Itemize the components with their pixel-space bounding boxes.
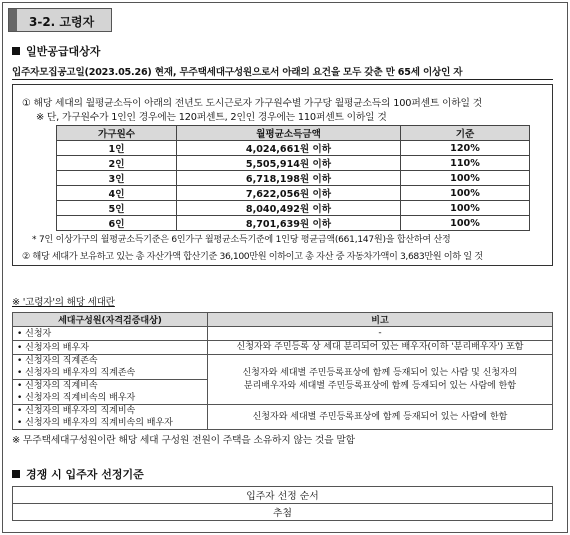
square-bullet-icon bbox=[12, 47, 20, 55]
income-cell: 7,622,056원 이하 bbox=[177, 186, 401, 201]
member-note-line: 신청자와 세대별 주민등록표상에 함께 등재되어 있는 사람 및 신청자의 bbox=[242, 367, 518, 378]
general-heading: 일반공급대상자 bbox=[12, 43, 100, 59]
members-heading: ※ '고령자'의 해당 세대란 bbox=[12, 297, 115, 308]
members-header-right: 비고 bbox=[208, 313, 553, 327]
section-title-box bbox=[8, 8, 112, 32]
page-frame bbox=[2, 2, 568, 533]
members-cell: • 신청자 bbox=[13, 327, 208, 341]
income-cell: 2인 bbox=[57, 156, 177, 171]
income-header-criteria: 기준 bbox=[401, 126, 530, 141]
income-cell: 100% bbox=[401, 186, 530, 201]
members-cell bbox=[208, 355, 553, 405]
table-row bbox=[13, 327, 553, 341]
table-row bbox=[57, 201, 530, 216]
members-footnote: ※ 무주택세대구성원이란 해당 세대 구성원 전원이 주택을 소유하지 않는 것을 말함 bbox=[12, 435, 355, 446]
members-cell bbox=[13, 405, 208, 430]
income-cell: 100% bbox=[401, 201, 530, 216]
income-cell: 110% bbox=[401, 156, 530, 171]
requirement-1-note: ※ 단, 가구원수가 1인인 경우에는 120퍼센트, 2인인 경우에는 110퍼센트 이하일 것 bbox=[36, 112, 387, 123]
income-cell: 100% bbox=[401, 171, 530, 186]
table-row bbox=[13, 487, 553, 504]
requirement-1: ① 해당 세대의 월평균소득이 아래의 전년도 도시근로자 가구원수별 가구당 월평균소득의 100퍼센트 이하일 것 bbox=[22, 98, 482, 109]
members-cell: - bbox=[208, 327, 553, 341]
table-row bbox=[57, 156, 530, 171]
member-line: • 신청자의 배우자의 직계비속 bbox=[17, 406, 136, 416]
income-cell: 120% bbox=[401, 141, 530, 156]
table-row bbox=[57, 186, 530, 201]
table-row bbox=[13, 405, 553, 430]
member-line: • 신청자의 배우자의 직계비속의 배우자 bbox=[17, 418, 173, 428]
table-row bbox=[13, 504, 553, 521]
members-table bbox=[12, 312, 553, 430]
selection-header: 입주자 선정 순서 bbox=[13, 487, 553, 504]
income-cell: 3인 bbox=[57, 171, 177, 186]
member-line: • 신청자의 직계비속의 배우자 bbox=[17, 393, 136, 403]
selection-table bbox=[12, 486, 553, 521]
members-cell: 신청자와 주민등록 상 세대 분리되어 있는 배우자(이하 '분리배우자') 포함 bbox=[208, 341, 553, 355]
square-bullet-icon bbox=[12, 470, 20, 478]
income-cell: 6인 bbox=[57, 216, 177, 231]
table-row bbox=[13, 355, 553, 405]
general-intro: 입주자모집공고일(2023.05.26) 현재, 무주택세대구성원으로서 아래의 요건을 모두 갖춘 만 65세 이상인 자 bbox=[12, 67, 463, 78]
income-cell: 8,040,492원 이하 bbox=[177, 201, 401, 216]
income-cell: 8,701,639원 이하 bbox=[177, 216, 401, 231]
income-cell: 6,718,198원 이하 bbox=[177, 171, 401, 186]
income-cell: 1인 bbox=[57, 141, 177, 156]
member-line: • 신청자의 배우자의 직계존속 bbox=[17, 368, 136, 378]
income-header-members: 가구원수 bbox=[57, 126, 177, 141]
member-note-line: 분리배우자와 세대별 주민등록표상에 함께 등재되어 있는 사람에 한함 bbox=[243, 380, 517, 391]
title-accent-bar bbox=[9, 9, 17, 31]
members-cell bbox=[13, 355, 208, 405]
intro-underline bbox=[12, 79, 553, 80]
income-header-amount: 월평균소득금액 bbox=[177, 126, 401, 141]
table-row bbox=[57, 141, 530, 156]
table-row bbox=[57, 171, 530, 186]
selection-heading: 경쟁 시 입주자 선정기준 bbox=[12, 466, 144, 482]
seven-person-note: * 7인 이상가구의 월평균소득기준은 6인가구 월평균소득기준에 1인당 평균금액(661,147원)을 합산하여 산정 bbox=[32, 235, 451, 245]
section-title: 3-2. 고령자 bbox=[29, 15, 95, 29]
table-row bbox=[57, 216, 530, 231]
income-table bbox=[56, 125, 530, 231]
income-cell: 4인 bbox=[57, 186, 177, 201]
selection-value: 추첨 bbox=[13, 504, 553, 521]
members-cell: • 신청자의 배우자 bbox=[13, 341, 208, 355]
table-row bbox=[13, 341, 553, 355]
members-header-left: 세대구성원(자격검증대상) bbox=[13, 313, 208, 327]
requirement-2: ② 해당 세대가 보유하고 있는 총 자산가액 합산기준 36,100만원 이하이고 총 자산 중 자동차가액이 3,683만원 이하 일 것 bbox=[22, 251, 483, 262]
member-line: • 신청자의 직계존속 bbox=[17, 356, 98, 366]
income-cell: 5인 bbox=[57, 201, 177, 216]
income-cell: 5,505,914원 이하 bbox=[177, 156, 401, 171]
members-cell: 신청자와 세대별 주민등록표상에 함께 등재되어 있는 사람에 한함 bbox=[208, 405, 553, 430]
income-cell: 4,024,661원 이하 bbox=[177, 141, 401, 156]
income-cell: 100% bbox=[401, 216, 530, 231]
member-line: • 신청자의 직계비속 bbox=[13, 379, 207, 392]
